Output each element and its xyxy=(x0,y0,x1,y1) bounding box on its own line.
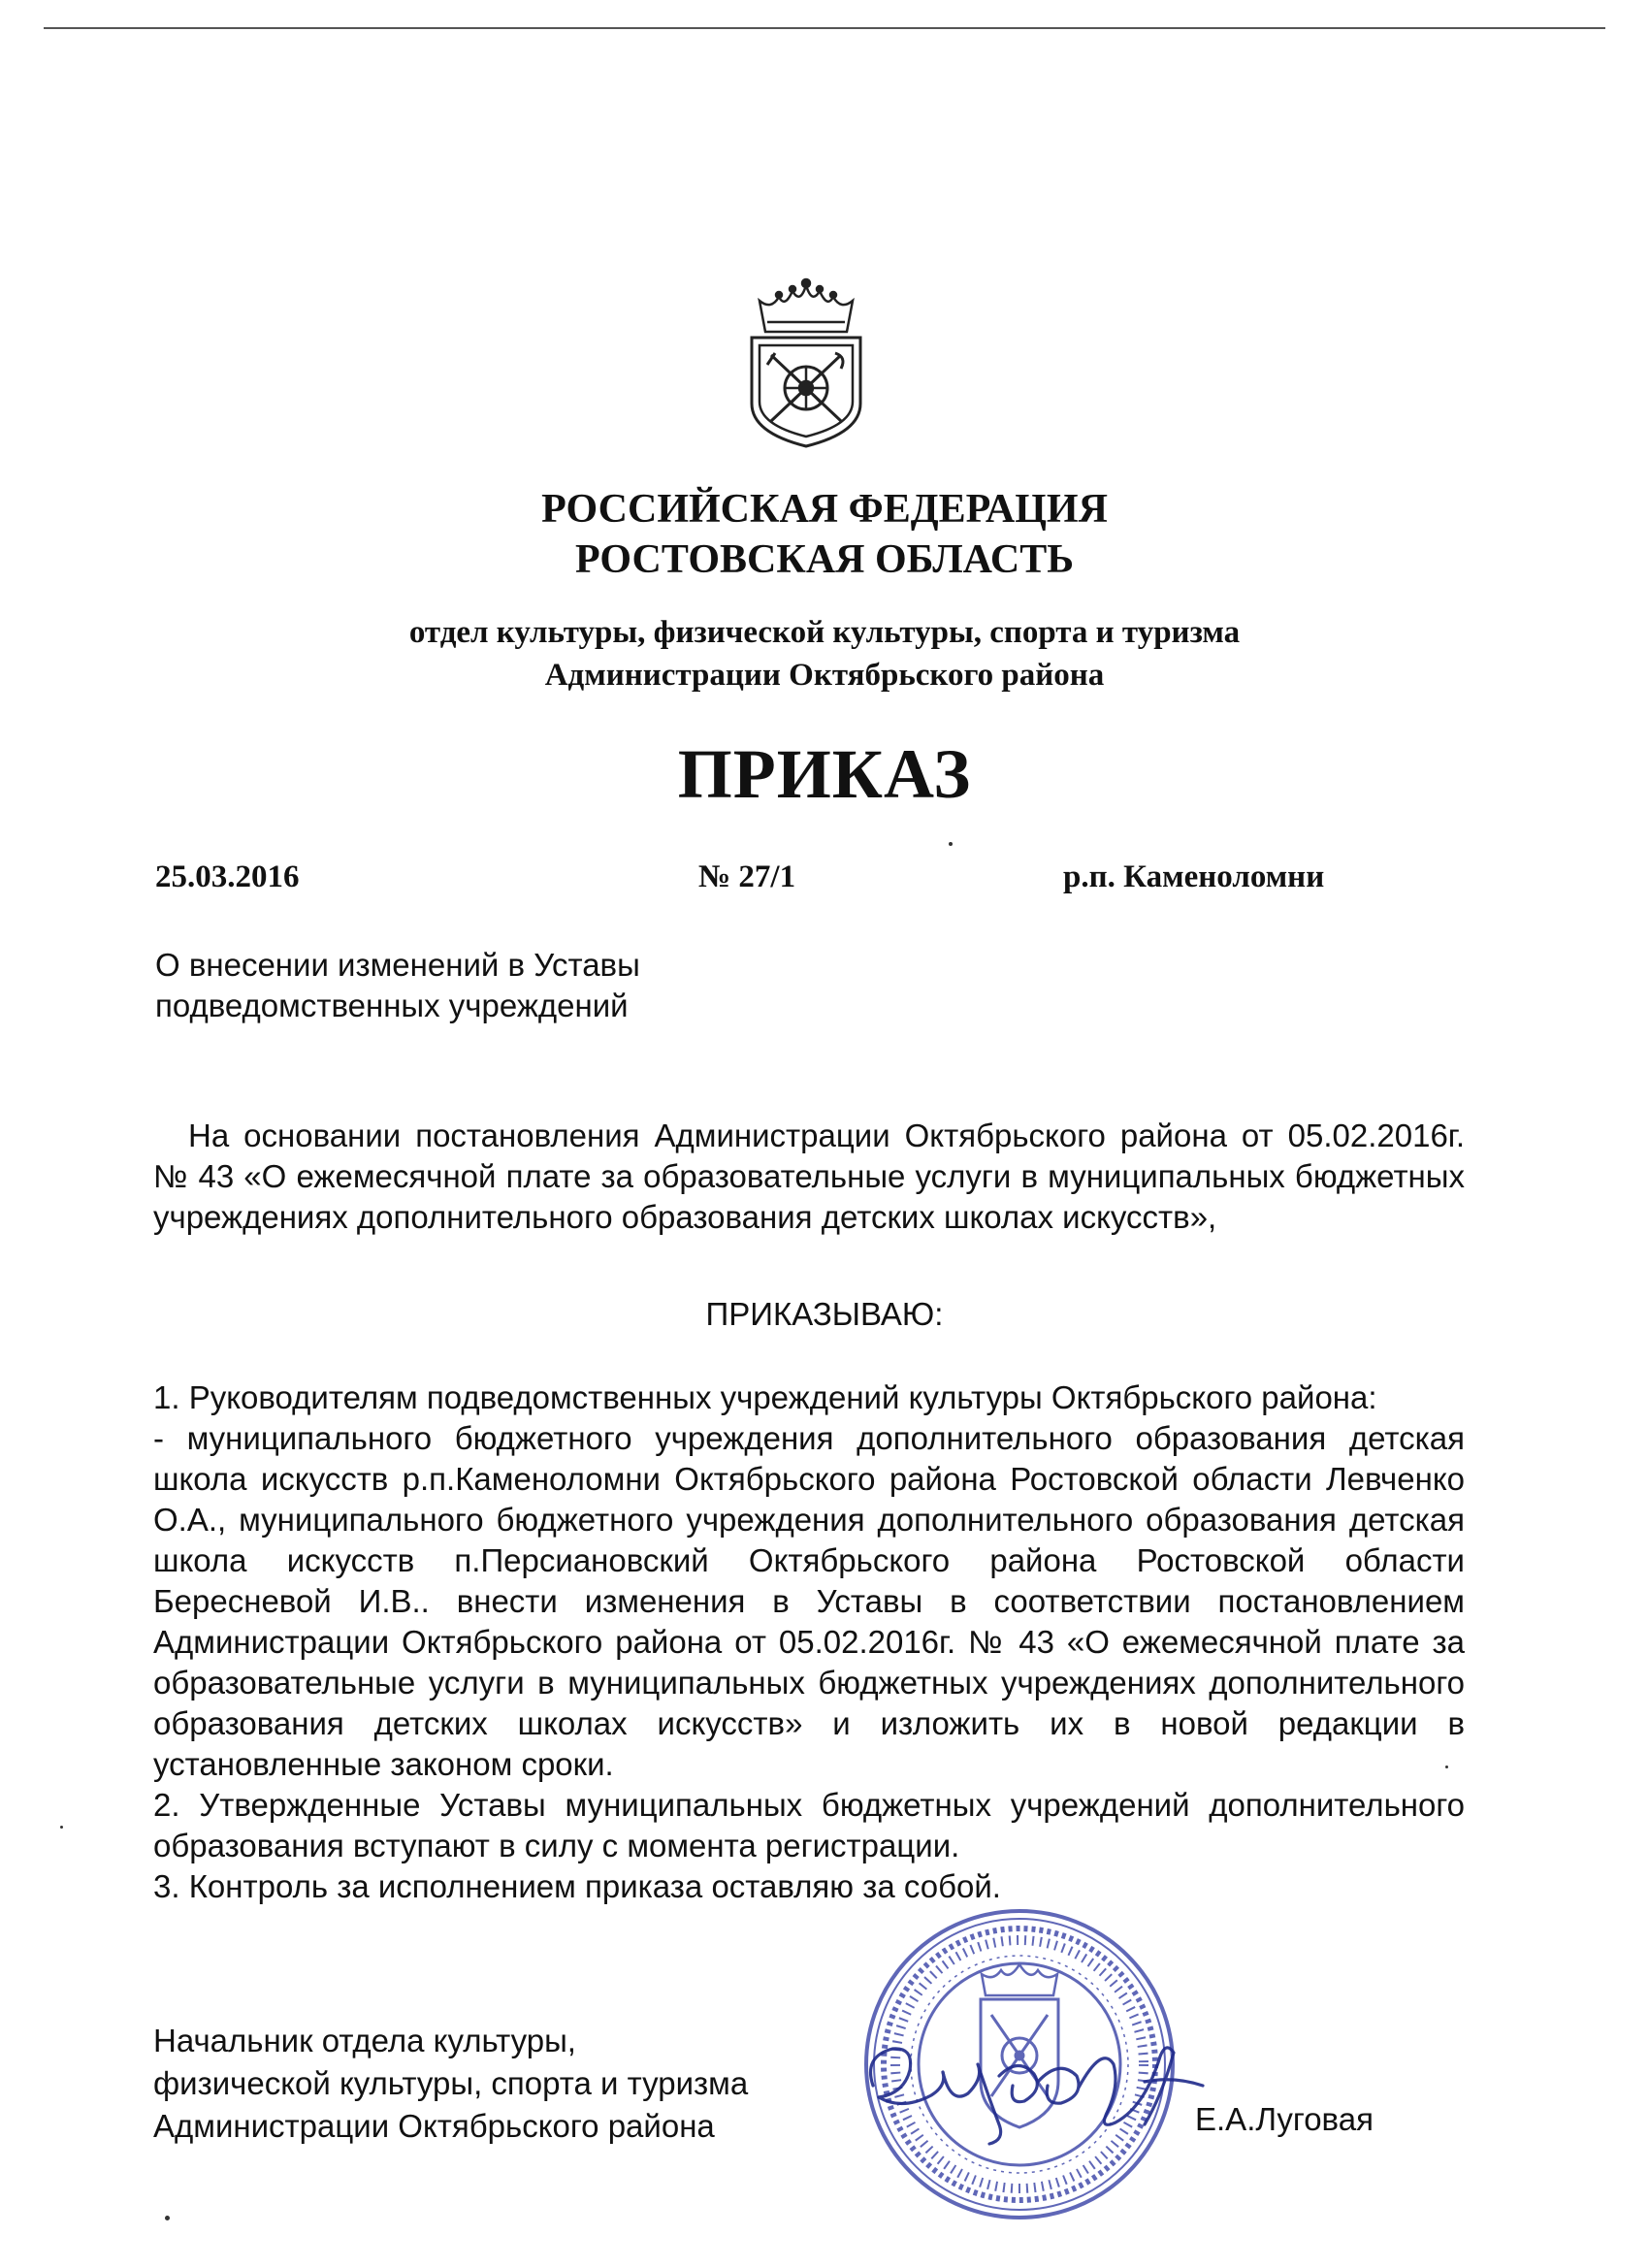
signatory-role-line2: физической культуры, спорта и туризма xyxy=(153,2065,749,2101)
item-1-intro: 1. Руководителям подведомственных учреждений культуры Октябрьского района: xyxy=(153,1379,1377,1415)
signatory-role-line1: Начальник отдела культуры, xyxy=(153,2023,576,2058)
order-date: 25.03.2016 xyxy=(155,859,300,894)
scan-speck xyxy=(949,842,953,846)
order-word: ПРИКАЗЫВАЮ: xyxy=(705,1296,944,1332)
scan-speck xyxy=(60,1826,63,1829)
scan-speck xyxy=(165,2216,170,2220)
order-items xyxy=(153,1377,1465,1907)
order-subject xyxy=(155,945,640,1026)
scan-speck xyxy=(1445,1766,1448,1768)
preamble-paragraph: На основании постановления Администрации Октябрьского района от 05.02.2016г. № 43 «О ежемесячной плате за образовательные услуги в муниципальных бюджетных учреждениях дополнительного образования детских школах искусств», xyxy=(153,1118,1465,1235)
item-1-detail: - муниципального бюджетного учреждения дополнительного образования детская школа искусств р.п.Каменоломни Октябрьского района Ростовской области Левченко О.А., муниципального бюджетного учреждения дополнительного образования детская школа искусств п.Персиановский Октябрьского района Ростовской области Бересневой И.В.. внести изменения в Уставы в соответствии постановлением Администрации Октябрьского района от 05.02.2016г. № 43 «О ежемесячной плате за образовательные услуги в муниципальных бюджетных учреждениях дополнительного образования детских школах искусств» и изложить их в новой редакции в установленные законом сроки. xyxy=(153,1420,1465,1782)
signatory-role-line3: Администрации Октябрьского района xyxy=(153,2108,715,2144)
scan-top-edge-line xyxy=(44,27,1605,29)
subject-line2: подведомственных учреждений xyxy=(155,988,629,1023)
department-heading-line2: Администрации Октябрьского района xyxy=(544,658,1105,693)
order-number: № 27/1 xyxy=(698,859,796,894)
order-place: р.п. Каменоломни xyxy=(1063,859,1325,894)
item-2: 2. Утвержденные Уставы муниципальных бюджетных учреждений дополнительного образования вступают в силу с момента регистрации. xyxy=(153,1787,1465,1863)
signatory-name: Е.А.Луговая xyxy=(1195,2101,1374,2137)
country-heading: РОССИЙСКАЯ ФЕДЕРАЦИЯ xyxy=(541,487,1108,532)
signatory-role xyxy=(153,2020,748,2148)
document-title: ПРИКАЗ xyxy=(677,735,972,813)
department-heading-line1: отдел культуры, физической культуры, спорта и туризма xyxy=(408,615,1241,650)
subject-line1: О внесении изменений в Уставы xyxy=(155,947,640,983)
item-3: 3. Контроль за исполнением приказа оставляю за собой. xyxy=(153,1868,1001,1904)
coat-of-arms-icon xyxy=(746,275,866,448)
handwritten-signature-icon xyxy=(854,2018,1212,2154)
region-heading: РОСТОВСКАЯ ОБЛАСТЬ xyxy=(574,537,1075,582)
